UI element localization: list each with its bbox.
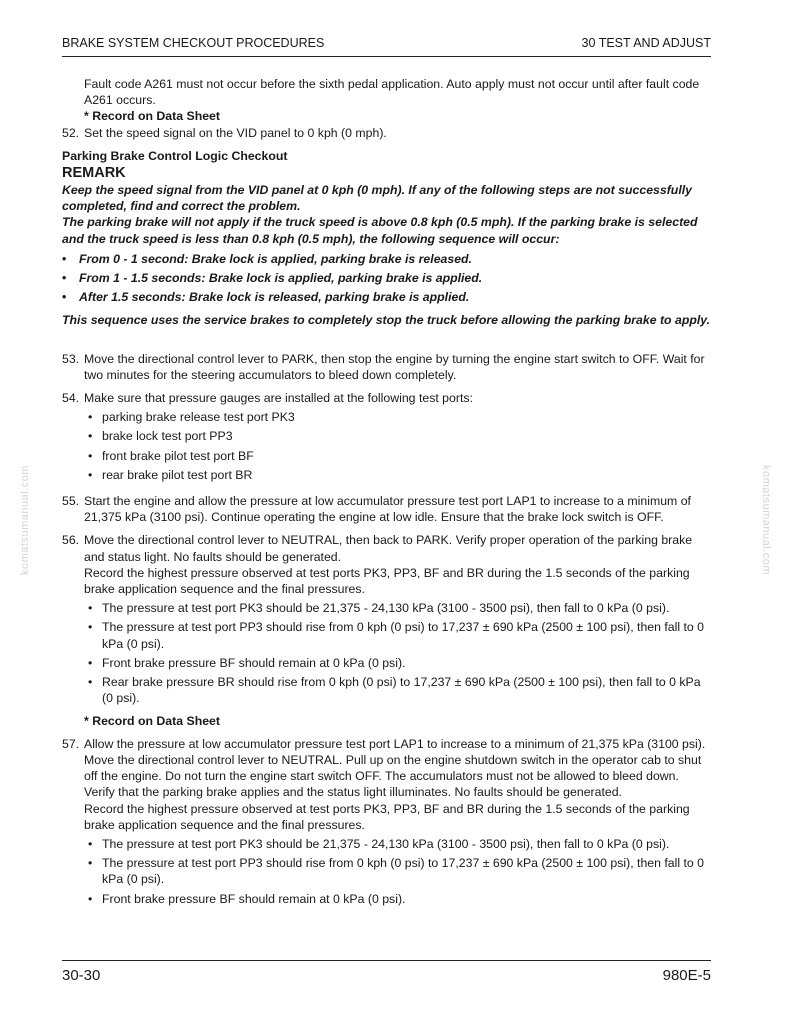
list-item: • Front brake pressure BF should remain at 0 kPa (0 psi). <box>84 891 712 907</box>
list-item: • From 0 - 1 second: Brake lock is applied, parking brake is released. <box>62 251 712 267</box>
step-55 <box>62 493 712 525</box>
test-port-list <box>84 409 712 483</box>
step-text: Allow the pressure at low accumulator pressure test port LAP1 to increase to a minimum of 21,375 kPa (3100 psi). Move the directional control lever to NEUTRAL. Pull up on the engine shutdown switch in the operator cab to shut off the engine. Do not turn the engine start switch OFF. The accumulators must not be allowed to bleed down. Verify that the parking brake applies and the status light illuminates. No faults should be generated. <box>84 736 706 800</box>
step-54 <box>62 390 712 486</box>
page-content <box>62 76 712 917</box>
step-text: Make sure that pressure gauges are installed at the following test ports: <box>84 391 473 406</box>
pressure-spec-list <box>84 836 712 907</box>
watermark-left: komatsumanual.com <box>19 465 31 575</box>
section-title: Parking Brake Control Logic Checkout <box>62 148 288 163</box>
remark-title: REMARK <box>62 165 126 182</box>
list-item: • The pressure at test port PP3 should rise from 0 kph (0 psi) to 17,237 ± 690 kPa (2500 ± 100 psi), then fall to 0 kPa (0 psi). <box>84 855 712 887</box>
header-section-title: BRAKE SYSTEM CHECKOUT PROCEDURES <box>62 36 325 50</box>
list-item: • front brake pilot test port BF <box>84 448 712 464</box>
step-57 <box>62 736 712 910</box>
step-number: 56. <box>62 533 80 548</box>
record-instruction: Record the highest pressure observed at test ports PK3, PP3, BF and BR during the 1.5 seconds of the parking brake application sequence and the final pressures. <box>84 801 690 832</box>
step-53 <box>62 351 712 383</box>
remark-block <box>62 164 712 329</box>
remark-paragraph-2: The parking brake will not apply if the truck speed is above 0.8 kph (0.5 mph). If the parking brake is selected and the truck speed is less than 0.8 kph (0.5 mph), the following sequence will occur: <box>62 215 698 246</box>
remark-paragraph-3: This sequence uses the service brakes to completely stop the truck before allowing the parking brake to apply. <box>62 313 711 328</box>
list-item: • rear brake pilot test port BR <box>84 467 712 483</box>
list-item: • The pressure at test port PK3 should be 21,375 - 24,130 kPa (3100 - 3500 psi), then fall to 0 kPa (0 psi). <box>84 836 712 852</box>
remark-sequence-list <box>62 251 712 306</box>
list-item: • After 1.5 seconds: Brake lock is released, parking brake is applied. <box>62 289 712 305</box>
record-note: * Record on Data Sheet <box>84 109 220 124</box>
step-number: 54. <box>62 391 80 406</box>
list-item: • Front brake pressure BF should remain at 0 kPa (0 psi). <box>84 655 712 671</box>
step-text: Move the directional control lever to NEUTRAL, then back to PARK. Verify proper operation of the parking brake and status light. No faults should be generated. <box>84 533 693 564</box>
watermark-right: komatsumanual.com <box>760 465 772 575</box>
model-number: 980E-5 <box>662 967 711 984</box>
header-chapter-title: 30 TEST AND ADJUST <box>581 36 711 50</box>
list-item: • parking brake release test port PK3 <box>84 409 712 425</box>
list-item: • Rear brake pressure BR should rise from 0 kph (0 psi) to 17,237 ± 690 kPa (2500 ± 100 psi), then fall to 0 kPa (0 psi). <box>84 674 712 706</box>
record-note: * Record on Data Sheet <box>84 713 220 728</box>
remark-paragraph-1: Keep the speed signal from the VID panel at 0 kph (0 mph). If any of the following steps are not successfully completed, find and correct the problem. <box>62 183 692 214</box>
step-text: Start the engine and allow the pressure at low accumulator pressure test port LAP1 to increase to a minimum of 21,375 kPa (3100 psi). Continue operating the engine at low idle. Ensure that the brake lock switch is OFF. <box>84 494 691 525</box>
page-header <box>62 34 711 57</box>
pressure-spec-list <box>84 600 712 706</box>
step-number: 55. <box>62 494 80 509</box>
step-56 <box>62 532 712 728</box>
list-item: • The pressure at test port PK3 should be 21,375 - 24,130 kPa (3100 - 3500 psi), then fall to 0 kPa (0 psi). <box>84 600 712 616</box>
list-item: • The pressure at test port PP3 should rise from 0 kph (0 psi) to 17,237 ± 690 kPa (2500 ± 100 psi), then fall to 0 kPa (0 psi). <box>84 619 712 651</box>
step-number: 52. <box>62 125 80 140</box>
step-text: Move the directional control lever to PARK, then stop the engine by turning the engine start switch to OFF. Wait for two minutes for the steering accumulators to bleed down completely. <box>84 351 705 382</box>
record-instruction: Record the highest pressure observed at test ports PK3, PP3, BF and BR during the 1.5 seconds of the parking brake application sequence and the final pressures. <box>84 565 690 597</box>
step-52 <box>62 125 712 141</box>
list-item: • brake lock test port PP3 <box>84 428 712 444</box>
step-number: 57. <box>62 736 80 751</box>
list-item: • From 1 - 1.5 seconds: Brake lock is applied, parking brake is applied. <box>62 270 712 286</box>
step-number: 53. <box>62 351 80 366</box>
intro-paragraph: Fault code A261 must not occur before the sixth pedal application. Auto apply must not occur until after fault code A261 occurs. <box>84 77 700 108</box>
page-footer <box>62 960 711 991</box>
step-text: Set the speed signal on the VID panel to 0 kph (0 mph). <box>84 125 387 140</box>
page-number: 30-30 <box>62 967 101 984</box>
